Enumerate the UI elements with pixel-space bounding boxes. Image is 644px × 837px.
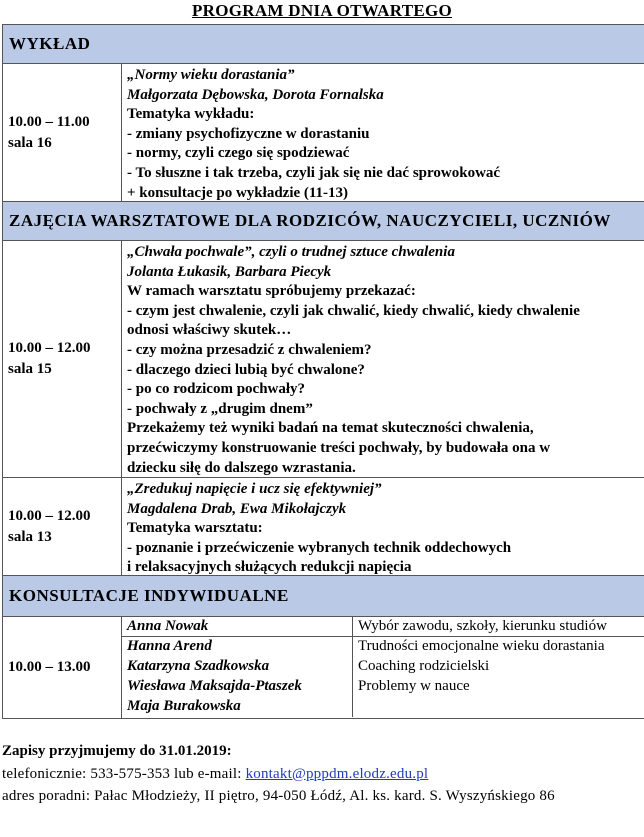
lecture-line: - To słuszne i tak trzeba, czyli jak się nie dać sprowokować [127,164,501,181]
workshop-content [122,478,644,575]
lecture-line: - zmiany psychofizyczne w dorastaniu [127,125,370,142]
workshop-line: Tematyka warsztatu: [127,520,263,537]
workshop-room: sala 13 [8,528,52,545]
workshop-line: - czy można przesadzić z chwaleniem? [127,341,372,358]
consultations-grid [122,617,644,718]
workshop-content [122,241,644,477]
workshop-room: sala 15 [8,361,52,377]
signup-deadline: Zapisy przyjmujemy do 31.01.2019: [2,743,232,759]
email-link[interactable]: kontakt@pppdm.elodz.edu.pl [245,765,429,782]
consultation-topic: Problemy w nauce [358,678,470,694]
consultant-name: Anna Nowak [122,617,353,636]
workshop-line: - po co rodzicom pochwały? [127,381,306,398]
lecture-line: + konsultacje po wykładzie (11-13) [127,184,349,201]
workshop-topic: „Zredukuj napięcie i ucz się efektywniej” [127,481,382,497]
workshop-line: - poznanie i przećwiczenie wybranych technik oddechowych [127,539,512,556]
contact-line [2,763,642,786]
section-header-lecture: WYKŁAD [2,25,644,64]
consultant-name: Hanna Arend [122,637,353,657]
workshop-row [2,478,644,576]
consultation-entry [122,637,644,657]
consultation-topic: Wybór zawodu, szkoły, kierunku studiów [358,618,607,634]
consultation-topic: Coaching rodzicielski [358,658,490,674]
workshop-time-cell [3,241,122,477]
lecture-content [122,64,644,201]
section-header-consultations: KONSULTACJE INDYWIDUALNE [2,576,644,617]
workshop-line: Przekażemy też wyniki badań na temat skuteczności chwalenia, [127,420,534,437]
address-line: adres poradni: Pałac Młodzieży, II piętro, 94-050 Łódź, Al. ks. kard. S. Wyszyńskiego 86 [2,788,555,804]
workshop-line: odnosi właściwy skutek… [127,322,292,339]
workshop-time: 10.00 – 12.00 [8,507,91,524]
consultations-time: 10.00 – 13.00 [8,659,91,675]
lecture-topic: „Normy wieku dorastania” [127,67,295,83]
consultation-entry [122,697,644,717]
workshop-line: i relaksacyjnych służących redukcji napięcia [127,559,412,576]
workshop-line: - dlaczego dzieci lubią być chwalone? [127,361,365,378]
lecture-room: sala 16 [8,134,52,151]
workshop-line: W ramach warsztatu spróbujemy przekazać: [127,283,416,300]
consultant-name: Maja Burakowska [122,697,353,717]
workshop-line: przećwiczymy konstruowanie treści pochwały, by budowała ona w [127,439,551,456]
lecture-speakers: Małgorzata Dębowska, Dorota Fornalska [127,86,384,103]
consultant-name: Katarzyna Szadkowska [122,657,353,677]
lecture-line: Tematyka wykładu: [127,106,255,123]
lecture-line: - normy, czyli czego się spodziewać [127,145,350,162]
lecture-row [2,64,644,202]
consultation-topic: Trudności emocjonalne wieku dorastania [358,638,605,654]
page-title: PROGRAM DNIA OTWARTEGO [191,1,453,20]
lecture-time-cell [3,64,122,201]
section-header-workshops: ZAJĘCIA WARSZTATOWE DLA RODZICÓW, NAUCZYCIELI, UCZNIÓW [2,202,644,241]
workshop-speakers: Magdalena Drab, Ewa Mikołajczyk [127,500,347,517]
consultation-entry [122,617,644,637]
workshop-topic: „Chwała pochwale”, czyli o trudnej sztuce chwalenia [127,244,455,260]
workshop-line: - czym jest chwalenie, czyli jak chwalić, kiedy chwalić, kiedy chwalenie [127,302,580,319]
workshop-time: 10.00 – 12.00 [8,340,91,356]
consultation-topic [353,697,644,717]
consultations-row [2,617,644,719]
workshop-speakers: Jolanta Łukasik, Barbara Piecyk [127,263,332,280]
consultant-name: Wiesława Maksajda-Ptaszek [122,677,353,697]
workshop-row [2,241,644,478]
workshop-line: - pochwały z „drugim dnem” [127,400,313,417]
workshop-time-cell [3,478,122,575]
consultations-time-cell [3,617,122,718]
workshop-line: dziecku siłę do dalszego wzrastania. [127,459,356,476]
contact-prefix: telefonicznie: 533-575-353 lub e-mail: [2,765,246,782]
consultation-entry [122,657,644,677]
consultation-entry [122,677,644,697]
program-table [2,24,644,719]
lecture-time: 10.00 – 11.00 [8,113,90,130]
footer [2,740,642,808]
